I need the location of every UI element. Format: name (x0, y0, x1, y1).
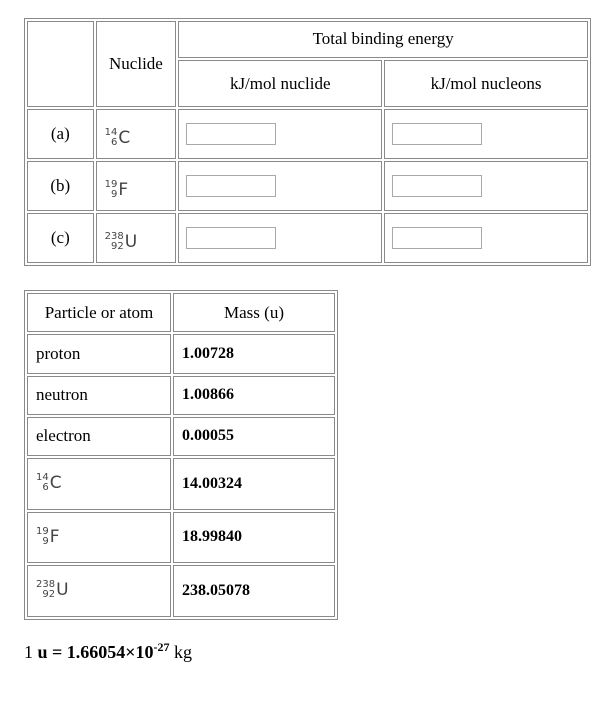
particle-mass: 1.00728 (173, 334, 335, 373)
particle-nuclide-cell (27, 458, 171, 510)
particle-name: electron (27, 417, 171, 456)
particle-header: Particle or atom (27, 293, 171, 332)
nuclide-fluorine-19 (105, 180, 129, 200)
atomic-number: 92 (110, 241, 124, 253)
answer-input-c-kj-per-mol-nucleons[interactable] (392, 227, 482, 249)
table-row (27, 376, 335, 415)
nuclide-cell (96, 213, 177, 263)
mass-number: 19 (104, 179, 118, 191)
conversion-prefix: 1 (24, 642, 38, 662)
nuclide-cell (96, 161, 177, 211)
answer-input-b-kj-per-mol-nuclide[interactable] (186, 175, 276, 197)
nuclide-uranium-238 (105, 232, 138, 252)
particle-nuclide-cell (27, 565, 171, 617)
mass-number: 238 (104, 231, 124, 243)
nuclide-header: Nuclide (96, 21, 177, 107)
atomic-number: 6 (42, 482, 49, 493)
particle-mass: 238.05078 (173, 565, 335, 617)
element-symbol: F (118, 180, 129, 201)
particle-mass-table (24, 290, 338, 620)
mass-header: Mass (u) (173, 293, 335, 332)
particle-mass: 14.00324 (173, 458, 335, 510)
conversion-value: 1.66054×10 (66, 642, 154, 662)
atomic-number: 6 (110, 137, 118, 149)
atomic-number: 9 (42, 535, 49, 547)
nuclide-carbon-14 (105, 128, 131, 148)
answer-input-c-kj-per-mol-nuclide[interactable] (186, 227, 276, 249)
particle-mass: 18.99840 (173, 512, 335, 564)
row-label: (b) (27, 161, 94, 211)
kj-per-mol-nuclide-header: kJ/mol nuclide (178, 60, 382, 108)
element-symbol: U (124, 232, 138, 253)
answer-input-b-kj-per-mol-nucleons[interactable] (392, 175, 482, 197)
particle-name: neutron (27, 376, 171, 415)
mass-unit-conversion (24, 640, 192, 663)
atomic-number: 9 (110, 189, 118, 201)
table-row (27, 512, 335, 564)
mass-number: 19 (36, 525, 49, 537)
table-row (27, 334, 335, 373)
kj-per-mol-nucleons-header: kJ/mol nucleons (384, 60, 588, 108)
mass-number: 14 (36, 472, 49, 483)
table-row (27, 458, 335, 510)
conversion-exponent: -27 (153, 640, 170, 654)
answer-input-a-kj-per-mol-nucleons[interactable] (392, 123, 482, 145)
total-binding-energy-header: Total binding energy (178, 21, 588, 58)
row-label: (a) (27, 109, 94, 159)
mass-number: 238 (36, 579, 56, 591)
answer-input-a-kj-per-mol-nuclide[interactable] (186, 123, 276, 145)
table-row (27, 417, 335, 456)
element-symbol: F (49, 526, 60, 547)
blank-header-cell (27, 21, 94, 107)
nuclide-fluorine-19 (36, 527, 60, 547)
conversion-suffix: kg (169, 642, 193, 662)
conversion-unit: u (37, 642, 48, 662)
table-row (27, 161, 588, 211)
conversion-equals: = (47, 642, 67, 662)
nuclide-cell (96, 109, 177, 159)
element-symbol: U (56, 580, 69, 601)
particle-mass: 0.00055 (173, 417, 335, 456)
table-row (27, 565, 335, 617)
nuclide-carbon-14 (36, 473, 62, 493)
binding-energy-table (24, 18, 591, 266)
element-symbol: C (118, 128, 131, 149)
particle-name: proton (27, 334, 171, 373)
particle-mass: 1.00866 (173, 376, 335, 415)
row-label: (c) (27, 213, 94, 263)
nuclide-uranium-238 (36, 580, 69, 600)
atomic-number: 92 (42, 589, 56, 601)
particle-nuclide-cell (27, 512, 171, 564)
table-row (27, 109, 588, 159)
table-row (27, 213, 588, 263)
element-symbol: C (49, 473, 62, 493)
mass-number: 14 (104, 127, 118, 139)
